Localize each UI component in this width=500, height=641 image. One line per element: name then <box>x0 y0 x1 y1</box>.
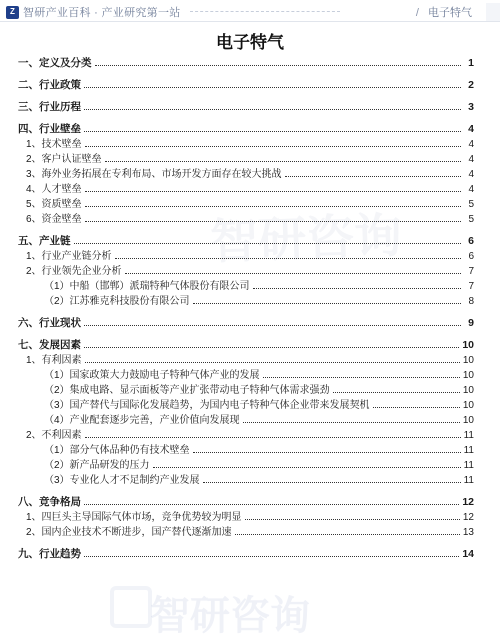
toc-dot-leader <box>84 316 461 326</box>
toc-page-number: 10 <box>462 339 474 351</box>
toc-dot-leader <box>85 212 461 222</box>
toc-subsection-entry[interactable] <box>18 443 474 458</box>
toc-chapter-entry[interactable] <box>18 100 474 115</box>
header-divider <box>190 11 340 12</box>
toc-entry-label: 一、定义及分类 <box>18 57 92 69</box>
toc-section-entry[interactable] <box>18 525 474 540</box>
toc-entry-label: 2、行业领先企业分析 <box>26 266 122 277</box>
toc-entry-label: 六、行业现状 <box>18 317 81 329</box>
toc-section-entry[interactable] <box>18 510 474 525</box>
toc-entry-label: 4、人才壁垒 <box>26 184 82 195</box>
toc-chapter-entry[interactable] <box>18 338 474 353</box>
table-of-contents <box>18 56 474 562</box>
toc-page-number: 11 <box>463 430 474 441</box>
toc-page-number: 7 <box>468 281 474 292</box>
toc-entry-label: （1）中船（邯郸）派瑞特种气体股份有限公司 <box>44 281 250 292</box>
toc-page-number: 10 <box>462 415 474 426</box>
breadcrumb <box>416 4 472 20</box>
toc-entry-label: （1）国家政策大力鼓励电子特种气体产业的发展 <box>44 370 260 381</box>
toc-entry-label: （2）集成电路、显示面板等产业扩张带动电子特种气体需求强劲 <box>44 385 330 396</box>
brand <box>6 4 181 20</box>
toc-entry-label: 1、四巨头主导国际气体市场，竞争优势较为明显 <box>26 512 242 523</box>
toc-page-number: 4 <box>468 123 474 135</box>
toc-page-number: 10 <box>462 385 474 396</box>
toc-section-entry[interactable] <box>18 182 474 197</box>
watermark: 智研咨询 <box>209 207 404 271</box>
toc-page-number: 11 <box>463 460 474 471</box>
toc-section-entry[interactable] <box>18 212 474 227</box>
header-rule <box>0 21 500 22</box>
toc-dot-leader <box>243 413 460 423</box>
toc-dot-leader <box>74 234 462 244</box>
toc-entry-label: （2）新产品研发的压力 <box>44 460 150 471</box>
toc-spacer <box>18 115 474 122</box>
toc-chapter-entry[interactable] <box>18 234 474 249</box>
breadcrumb-item: 电子特气 <box>428 7 472 19</box>
toc-page-number: 1 <box>468 57 474 69</box>
toc-chapter-entry[interactable] <box>18 56 474 71</box>
toc-entry-label: 5、资质壁垒 <box>26 199 82 210</box>
toc-entry-label: （4）产业配套逐步完善，产业价值向发展现 <box>44 415 240 426</box>
brand-text: 智研产业百科 · 产业研究第一站 <box>23 7 181 19</box>
toc-dot-leader <box>95 56 462 66</box>
toc-dot-leader <box>235 525 460 535</box>
watermark: 智研咨询 <box>150 593 310 639</box>
toc-dot-leader <box>203 473 461 483</box>
toc-dot-leader <box>153 458 461 468</box>
toc-page-number: 4 <box>468 184 474 195</box>
toc-entry-label: 2、不利因素 <box>26 430 82 441</box>
toc-dot-leader <box>333 383 460 393</box>
toc-page-number: 12 <box>462 512 474 523</box>
header-corner <box>486 3 500 21</box>
toc-page-number: 4 <box>468 139 474 150</box>
toc-spacer <box>18 540 474 547</box>
toc-section-entry[interactable] <box>18 167 474 182</box>
toc-subsection-entry[interactable] <box>18 473 474 488</box>
toc-dot-leader <box>263 368 460 378</box>
toc-dot-leader <box>85 137 461 147</box>
toc-entry-label: 1、技术壁垒 <box>26 139 82 150</box>
toc-page-number: 4 <box>468 154 474 165</box>
toc-page-number: 5 <box>468 199 474 210</box>
page-header <box>0 0 500 22</box>
toc-chapter-entry[interactable] <box>18 122 474 137</box>
toc-dot-leader <box>84 122 461 132</box>
toc-page-number: 14 <box>462 548 474 560</box>
toc-page-number: 5 <box>468 214 474 225</box>
toc-dot-leader <box>245 510 460 520</box>
toc-page-number: 12 <box>462 496 474 508</box>
toc-entry-label: （3）国产替代与国际化发展趋势，为国内电子特种气体企业带来发展契机 <box>44 400 370 411</box>
toc-page-number: 10 <box>462 400 474 411</box>
toc-subsection-entry[interactable] <box>18 383 474 398</box>
toc-spacer <box>18 309 474 316</box>
toc-dot-leader <box>85 182 461 192</box>
toc-page-number: 10 <box>462 355 474 366</box>
toc-entry-label: 九、行业趋势 <box>18 548 81 560</box>
toc-chapter-entry[interactable] <box>18 78 474 93</box>
toc-spacer <box>18 331 474 338</box>
toc-entry-label: 八、竞争格局 <box>18 496 81 508</box>
toc-entry-label: 2、客户认证壁垒 <box>26 154 102 165</box>
toc-entry-label: 1、行业产业链分析 <box>26 251 112 262</box>
toc-entry-label: （2）江苏雅克科技股份有限公司 <box>44 296 190 307</box>
toc-entry-label: 二、行业政策 <box>18 79 81 91</box>
toc-entry-label: 2、国内企业技术不断进步，国产替代逐渐加速 <box>26 527 232 538</box>
toc-subsection-entry[interactable] <box>18 368 474 383</box>
toc-dot-leader <box>84 100 461 110</box>
toc-page-number: 2 <box>468 79 474 91</box>
toc-dot-leader <box>84 547 459 557</box>
toc-entry-label: 五、产业链 <box>18 235 71 247</box>
breadcrumb-separator: / <box>415 7 419 19</box>
toc-spacer <box>18 227 474 234</box>
toc-section-entry[interactable] <box>18 264 474 279</box>
toc-spacer <box>18 488 474 495</box>
toc-dot-leader <box>253 279 461 289</box>
toc-section-entry[interactable] <box>18 152 474 167</box>
toc-spacer <box>18 71 474 78</box>
document-title: 电子特气 <box>216 33 284 52</box>
toc-section-entry[interactable] <box>18 137 474 152</box>
toc-entry-label: 3、海外业务拓展在专利布局、市场开发方面存在较大挑战 <box>26 169 282 180</box>
toc-section-entry[interactable] <box>18 428 474 443</box>
toc-page-number: 11 <box>463 445 474 456</box>
toc-entry-label: 七、发展因素 <box>18 339 81 351</box>
toc-page-number: 13 <box>462 527 474 538</box>
toc-chapter-entry[interactable] <box>18 495 474 510</box>
toc-chapter-entry[interactable] <box>18 316 474 331</box>
toc-page-number: 3 <box>468 101 474 113</box>
toc-subsection-entry[interactable] <box>18 458 474 473</box>
toc-page-number: 9 <box>468 317 474 329</box>
toc-page-number: 4 <box>468 169 474 180</box>
toc-section-entry[interactable] <box>18 353 474 368</box>
toc-dot-leader <box>85 428 461 438</box>
toc-dot-leader <box>84 78 461 88</box>
toc-entry-label: 6、资金壁垒 <box>26 214 82 225</box>
toc-dot-leader <box>115 249 461 259</box>
toc-dot-leader <box>285 167 461 177</box>
toc-dot-leader <box>85 197 461 207</box>
toc-page-number: 6 <box>468 235 474 247</box>
toc-page-number: 10 <box>462 370 474 381</box>
toc-section-entry[interactable] <box>18 197 474 212</box>
toc-entry-label: （3）专业化人才不足制约产业发展 <box>44 475 200 486</box>
toc-subsection-entry[interactable] <box>18 398 474 413</box>
toc-entry-label: 四、行业壁垒 <box>18 123 81 135</box>
toc-dot-leader <box>373 398 460 408</box>
brand-logo-icon: Z <box>6 6 19 19</box>
toc-page-number: 11 <box>463 475 474 486</box>
toc-entry-label: （1）部分气体品种仍有技术壁垒 <box>44 445 190 456</box>
toc-dot-leader <box>105 152 461 162</box>
toc-dot-leader <box>193 294 461 304</box>
toc-chapter-entry[interactable] <box>18 547 474 562</box>
toc-dot-leader <box>125 264 461 274</box>
toc-entry-label: 三、行业历程 <box>18 101 81 113</box>
toc-spacer <box>18 93 474 100</box>
toc-page-number: 6 <box>468 251 474 262</box>
toc-dot-leader <box>84 495 459 505</box>
toc-subsection-entry[interactable] <box>18 294 474 309</box>
toc-subsection-entry[interactable] <box>18 413 474 428</box>
toc-dot-leader <box>84 338 459 348</box>
toc-dot-leader <box>193 443 461 453</box>
toc-section-entry[interactable] <box>18 249 474 264</box>
toc-page-number: 8 <box>468 296 474 307</box>
toc-subsection-entry[interactable] <box>18 279 474 294</box>
toc-entry-label: 1、有利因素 <box>26 355 82 366</box>
toc-dot-leader <box>85 353 460 363</box>
watermark-logo-icon <box>110 586 152 628</box>
toc-page-number: 7 <box>468 266 474 277</box>
